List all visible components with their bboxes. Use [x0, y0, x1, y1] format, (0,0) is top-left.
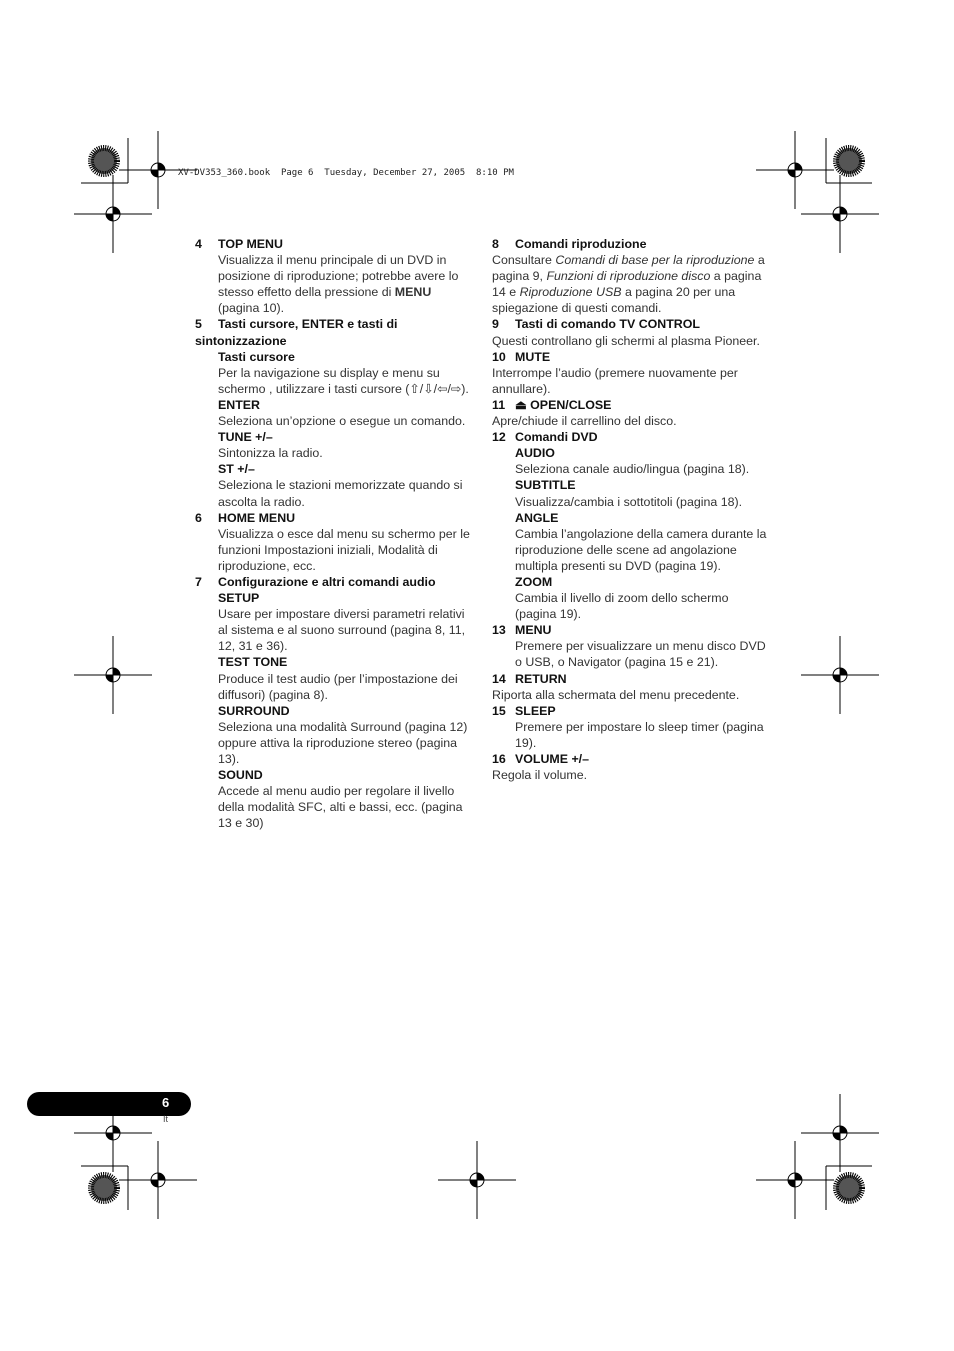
audio-title: AUDIO	[515, 446, 555, 461]
angle-title: ANGLE	[515, 510, 559, 525]
page-number: 6	[162, 1095, 170, 1110]
item-11-heading: 11 ⏏ OPEN/CLOSE	[492, 397, 612, 412]
item-8-text: Consultare Comandi di base per la riproduzione a pagina 9, Funzioni di riproduzione disco a pagina 14 e Riproduzione USB a pagina 20 per una spiegazione di questi comandi.	[492, 253, 765, 316]
enter-text: Seleziona un’opzione o esegue un comando.	[218, 414, 466, 429]
st-title: ST +/–	[218, 462, 255, 477]
item-14-heading: 14 RETURN	[492, 671, 567, 686]
item-10-text: Interrompe l’audio (premere nuovamente per annullare).	[492, 365, 738, 396]
tune-title: TUNE +/–	[218, 430, 273, 445]
item-13-heading: 13 MENU	[492, 623, 552, 638]
zoom-text: Cambia il livello di zoom dello schermo (pagina 19).	[515, 591, 729, 622]
setup-text: Usare per impostare diversi parametri relativi al sistema e al suono surround (pagina 8, 11, 12, 31 e 36).	[218, 607, 466, 654]
print-header: XV-DV353_360.book Page 6 Tuesday, December 27, 2005 8:10 PM	[178, 168, 514, 178]
item-13-text: Premere per visualizzare un menu disco DVD o USB, o Navigator (pagina 15 e 21).	[515, 639, 766, 670]
item-5-heading: 5 Tasti cursore, ENTER e tasti di sintonizzazione	[195, 317, 398, 348]
item-6-text: Visualizza o esce dal menu su schermo per le funzioni Impostazioni iniziali, Modalità di riproduzione, ecc.	[218, 526, 470, 573]
item-8-heading: 8 Comandi riproduzione	[492, 237, 647, 251]
cursor-keys-text: Per la navigazione su display e menu su schermo , utilizzare i tasti cursore (⇧/⇩/⇦/⇨).	[218, 365, 469, 396]
item-12-heading: 12 Comandi DVD	[492, 430, 598, 445]
sound-title: SOUND	[218, 768, 263, 783]
item-14-text: Riporta alla schermata del menu precedente.	[492, 687, 740, 702]
zoom-title: ZOOM	[515, 574, 553, 589]
item-16-text: Regola il volume.	[492, 768, 588, 783]
item-10-heading: 10 MUTE	[492, 349, 551, 364]
enter-title: ENTER	[218, 397, 260, 412]
audio-text: Seleziona canale audio/lingua (pagina 18).	[515, 462, 750, 477]
subtitle-text: Visualizza/cambia i sottotitoli (pagina 18).	[515, 494, 743, 509]
test-tone-title: TEST TONE	[218, 655, 288, 670]
tune-text: Sintonizza la radio.	[218, 446, 323, 461]
item-4-heading: 4 TOP MENU	[195, 237, 283, 251]
st-text: Seleziona le stazioni memorizzate quando si ascolta la radio.	[218, 478, 463, 509]
right-column	[492, 236, 772, 783]
sound-text: Accede al menu audio per regolare il livello della modalità SFC, alti e bassi, ecc. (pagina 13 e 30)	[218, 784, 463, 831]
item-16-heading: 16 VOLUME +/–	[492, 752, 590, 766]
surround-title: SURROUND	[218, 703, 290, 718]
eject-icon: ⏏	[515, 397, 527, 412]
surround-text: Seleziona una modalità Surround (pagina 12) oppure attiva la riproduzione stereo (pagina 13).	[218, 719, 468, 766]
cursor-keys-title: Tasti cursore	[218, 349, 295, 364]
item-6-heading: 6 HOME MENU	[195, 510, 296, 525]
item-9-heading: 9 Tasti di comando TV CONTROL	[492, 317, 700, 332]
subtitle-title: SUBTITLE	[515, 478, 576, 493]
angle-text: Cambia l’angolazione della camera durante la riproduzione delle scene ad angolazione multipla presenti su DVD (pagina 19).	[515, 526, 767, 573]
item-15-heading: 15 SLEEP	[492, 703, 556, 718]
item-15-text: Premere per impostare lo sleep timer (pagina 19).	[515, 719, 764, 750]
language-code: It	[163, 1114, 169, 1124]
item-9-text: Questi controllano gli schermi al plasma Pioneer.	[492, 333, 760, 348]
left-column	[195, 236, 473, 831]
item-4-text: Visualizza il menu principale di un DVD in posizione di riproduzione; potrebbe avere lo stesso effetto della pressione di MENU (pagina 10).	[218, 253, 459, 316]
item-7-heading: 7 Configurazione e altri comandi audio	[195, 574, 436, 589]
test-tone-text: Produce il test audio (per l’impostazione dei diffusori) (pagina 8).	[218, 671, 458, 702]
setup-title: SETUP	[218, 591, 260, 606]
item-11-text: Apre/chiude il carrellino del disco.	[492, 414, 677, 429]
